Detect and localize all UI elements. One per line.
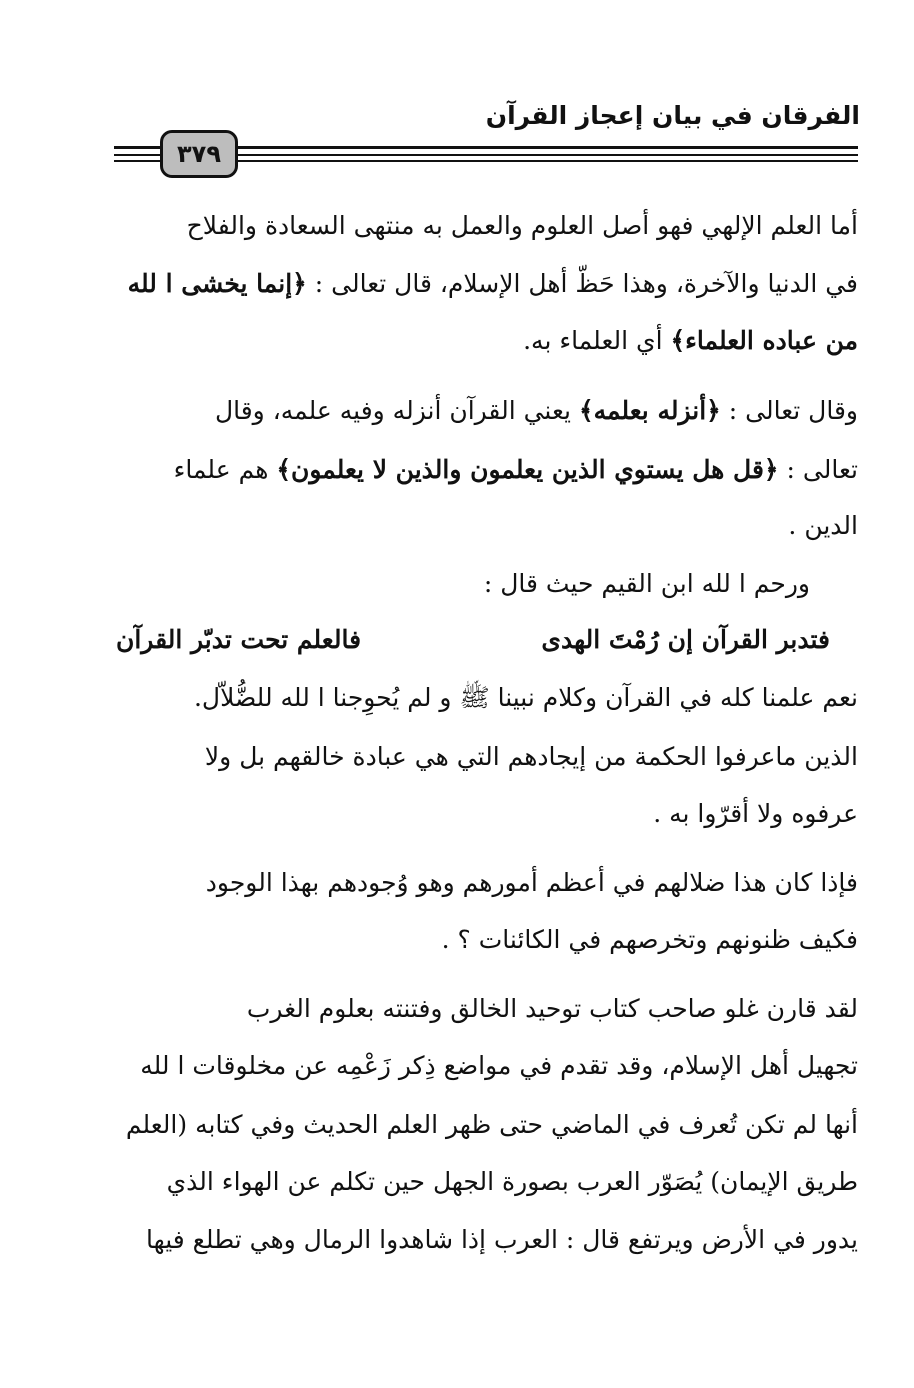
- quran-quote: ﴿أنزله بعلمه﴾: [578, 396, 721, 425]
- text-line-12: فكيف ظنونهم وتخرصهم في الكائنات ؟ .: [441, 925, 858, 954]
- text-line-8: نعم علمنا كله في القرآن وكلام نبينا ﷺ و لم يُحوِجنا ا لله للضُّلاّل.: [193, 683, 858, 712]
- quran-quote: من عباده العلماء﴾: [670, 326, 858, 355]
- text-line-10: عرفوه ولا أقرّوا به .: [653, 799, 858, 828]
- text-line-17: يدور في الأرض ويرتفع قال : العرب إذا شاهدوا الرمال وهي تطلع فيها: [146, 1225, 858, 1254]
- text-line-4: وقال تعالى : ﴿أنزله بعلمه﴾ يعني القرآن أنزله وفيه علمه، وقال: [214, 396, 858, 425]
- text-line-3: من عباده العلماء﴾ أي العلماء به.: [523, 326, 858, 355]
- running-header-title: الفرقان في بيان إعجاز القرآن: [485, 101, 860, 130]
- quran-quote: ﴿إنما يخشى ا لله: [127, 269, 307, 298]
- text-line-2: في الدنيا والآخرة، وهذا حَظّ أهل الإسلام، قال تعالى : ﴿إنما يخشى ا لله: [127, 269, 858, 298]
- text-line-7: ورحم ا لله ابن القيم حيث قال :: [483, 569, 810, 598]
- text-line-14: تجهيل أهل الإسلام، وقد تقدم في مواضع ذِكر زَعْمِه عن مخلوقات ا لله: [140, 1051, 858, 1080]
- text-line-9: الذين ماعرفوا الحكمة من إيجادهم التي هي عبادة خالقهم بل ولا: [204, 742, 858, 771]
- verse-hemistich-second: فالعلم تحت تدبّر القرآن: [116, 625, 362, 654]
- page-number-badge: [160, 130, 238, 178]
- verse-hemistich-first: فتدبر القرآن إن رُمْتَ الهدى: [541, 625, 830, 654]
- quran-quote: ﴿قل هل يستوي الذين يعلمون والذين لا يعلمون﴾: [276, 455, 779, 484]
- text-line-16: طريق الإيمان) يُصَوّر العرب بصورة الجهل حين تكلم عن الهواء الذي: [166, 1167, 858, 1196]
- page-number: ٣٧٩: [177, 140, 221, 168]
- text-line-15: أنها لم تكن تُعرف في الماضي حتى ظهر العلم الحديث وفي كتابه (العلم: [125, 1110, 858, 1139]
- text-line-13: لقد قارن غلو صاحب كتاب توحيد الخالق وفتنته بعلوم الغرب: [246, 994, 858, 1023]
- text-line-1: أما العلم الإلهي فهو أصل العلوم والعمل به منتهى السعادة والفلاح: [186, 211, 858, 240]
- text-line-5: تعالى : ﴿قل هل يستوي الذين يعلمون والذين لا يعلمون﴾ هم علماء: [173, 455, 858, 484]
- text-line-6: الدين .: [788, 511, 858, 540]
- text-line-11: فإذا كان هذا ضلالهم في أعظم أمورهم وهو وُجودهم بهذا الوجود: [205, 868, 858, 897]
